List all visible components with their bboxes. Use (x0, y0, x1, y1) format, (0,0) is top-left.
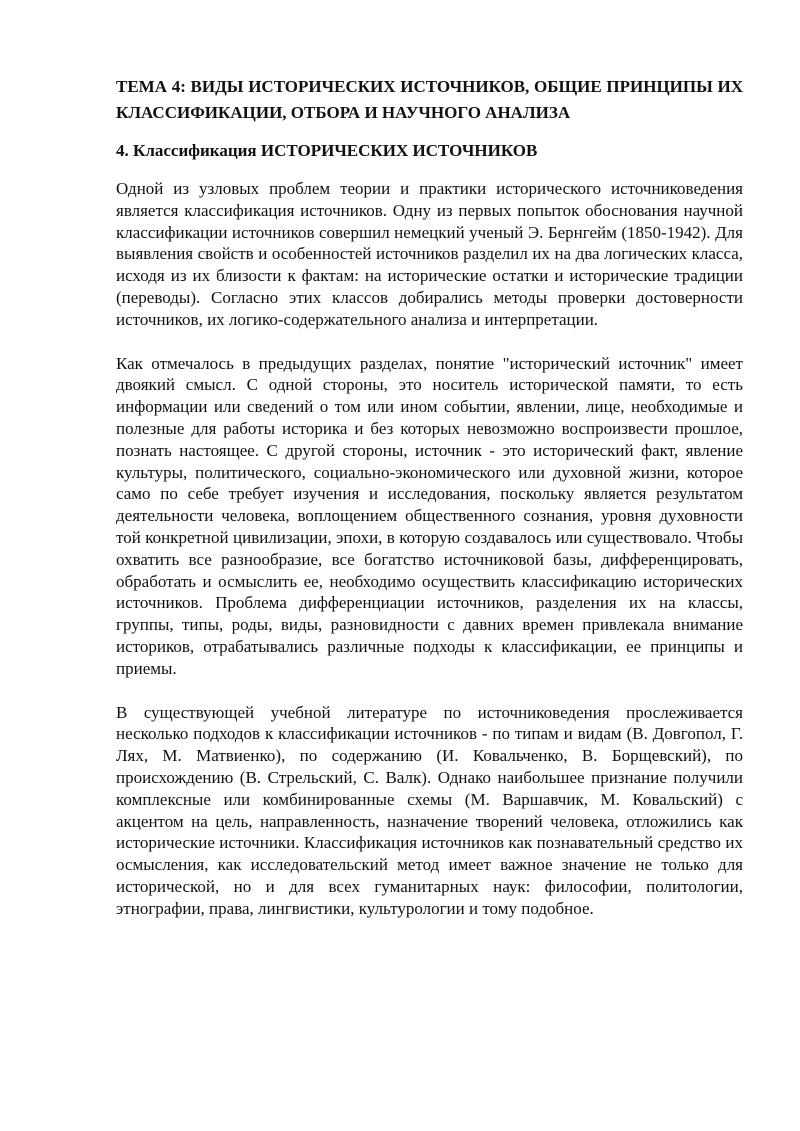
paragraph-1: Одной из узловых проблем теории и практики исторического источниковедения является классификация источников. Одну из первых попыток обоснования научной классификации источников совершил немецкий ученый Э. Бернгейм (1850-1942). Для выявления свойств и особенностей источников разделил их на два логических класса, исходя из их близости к фактам: на исторические остатки и исторические традиции (переводы). Согласно этих классов добирались методы проверки достоверности источников, их логико-содержательного анализа и интерпретации. (116, 179, 743, 329)
paragraph-3: В существующей учебной литературе по источниковедения прослеживается несколько подходов к классификации источников - по типам и видам (В. Довгопол, Г. Лях, М. Матвиенко), по содержанию (И. Ковальченко, В. Борщевский), по происхождению (В. Стрельский, С. Валк). Однако наибольшее признание получили комплексные или комбинированные схемы (М. Варшавчик, М. Ковальский) с акцентом на цель, направленность, назначение творений человека, отложились как исторические источники. Классификация источников как познавательный средство их осмысления, как исследовательский метод имеет важное значение не только для исторической, но и для всех гуманитарных наук: философии, политологии, этнографии, права, лингвистики, культурологии и тому подобное. (116, 702, 743, 918)
document-title: ТЕМА 4: ВИДЫ ИСТОРИЧЕСКИХ ИСТОЧНИКОВ, ОБЩИЕ ПРИНЦИПЫ ИХ КЛАССИФИКАЦИИ, ОТБОРА И НАУЧНОГО АНАЛИЗА (116, 77, 743, 122)
section-heading: 4. Классификация ИСТОРИЧЕСКИХ ИСТОЧНИКОВ (116, 141, 538, 160)
document-page (116, 74, 743, 942)
paragraph-2: Как отмечалось в предыдущих разделах, понятие "исторический источник" имеет двоякий смысл. С одной стороны, это носитель исторической памяти, то есть информации или сведений о том или ином событии, явлении, лице, необходимые и полезные для работы историка и без которых невозможно воспроизвести прошлое, познать настоящее. С другой стороны, источник - это исторический факт, явление культуры, политического, социально-экономического или духовной жизни, которое само по себе требует изучения и исследования, поскольку является результатом деятельности человека, воплощением общественного сознания, уровня духовности той конкретной цивилизации, эпохи, в которую создавалось или существовало. Чтобы охватить все разнообразие, все богатство источниковой базы, дифференцировать, обработать и осмыслить ее, необходимо осуществить классификацию исторических источников. Проблема дифференциации источников, разделения их на классы, группы, типы, роды, виды, разновидности с давних времен привлекала внимание историков, отрабатывались различные подходы к классификации, ее принципы и приемы. (116, 353, 743, 678)
